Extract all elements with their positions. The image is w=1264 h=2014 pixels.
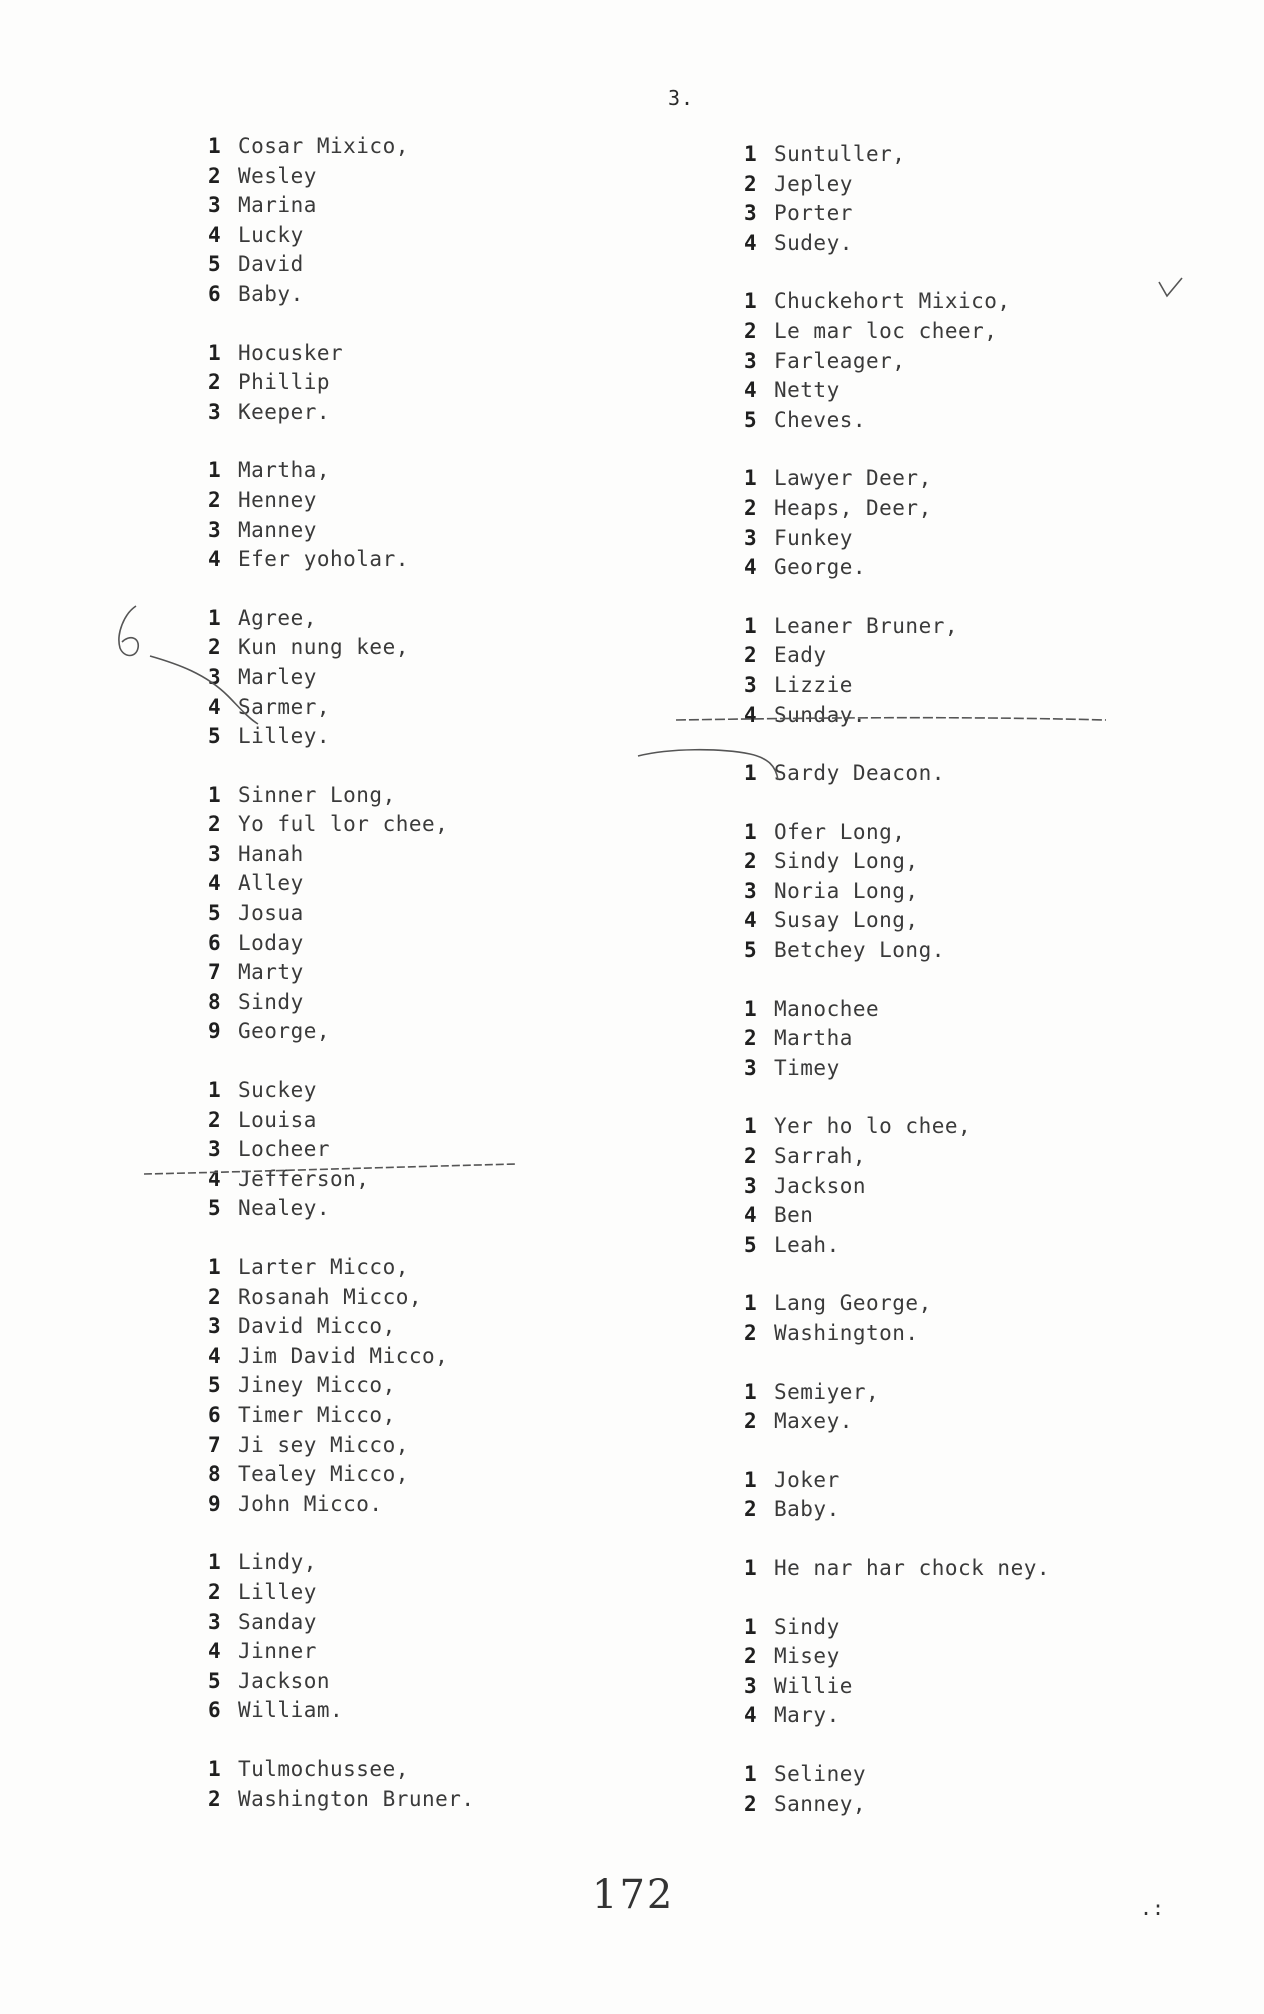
entry-name: Sanday [238,1609,317,1634]
entry-number: 4 [744,555,758,580]
entry-number: 1 [744,761,758,786]
entry-name: Willie [774,1673,853,1698]
roll-entry [744,847,1050,877]
entry-number: 4 [208,1639,222,1664]
entry-number: 1 [208,458,222,483]
roll-entry [208,1785,475,1815]
entry-name: Cheves. [774,407,867,432]
roll-entry [208,1578,475,1608]
entry-number: 1 [744,1291,758,1316]
entry-name: Eady [774,643,827,668]
entry-name: Agree, [238,605,317,630]
roll-entry [208,221,475,251]
roll-entry [744,612,1050,642]
entry-name: Washington. [774,1321,919,1345]
page-number: 3. [668,86,695,110]
entry-number: 2 [744,1791,758,1816]
roll-entry [744,1112,1050,1142]
roll-entry [208,1017,475,1047]
entry-number: 1 [208,605,222,630]
entry-name: Martha [774,1026,853,1051]
roll-entry [744,1642,1050,1672]
entry-number: 3 [744,348,758,373]
roll-entry [208,545,475,575]
entry-name: Josua [238,901,304,926]
entry-name: Sudey. [774,230,853,255]
entry-number: 9 [208,1491,222,1516]
roll-entry [744,1319,1050,1349]
family-group [744,818,1050,966]
roll-entry [744,287,1050,317]
roll-entry [208,1076,475,1106]
entry-number: 3 [744,525,758,550]
entry-name: Heaps, Deer, [774,495,932,520]
entry-number: 1 [208,1078,222,1103]
entry-name: Larter Micco, [238,1255,409,1279]
entry-name: Marina [238,193,317,218]
roll-entry [208,1312,475,1342]
entry-name: Alley [238,871,304,896]
entry-name: Hanah [238,841,304,866]
entry-name: Sarmer, [238,694,331,719]
entry-number: 3 [208,399,222,424]
entry-name: Maxey. [774,1409,853,1434]
roll-entry [208,1755,475,1785]
entry-number: 1 [208,1756,222,1781]
entry-number: 5 [208,1668,222,1693]
entry-name: Tealey Micco, [238,1462,409,1487]
entry-number: 2 [208,370,222,395]
entry-name: Sindy Long, [774,849,919,874]
entry-number: 3 [208,1137,222,1162]
roll-entry [744,170,1050,200]
entry-number: 5 [208,901,222,926]
entry-number: 2 [744,318,758,343]
entry-number: 4 [744,702,758,727]
entry-number: 1 [744,1379,758,1404]
entry-number: 3 [744,201,758,226]
roll-entry [208,1253,475,1283]
roll-entry [208,1371,475,1401]
entry-name: Louisa [238,1107,317,1132]
roll-entry [208,1431,475,1461]
entry-name: Wesley [238,163,317,188]
entry-name: Sindy [238,989,304,1014]
entry-name: Le mar loc cheer, [774,318,998,343]
entry-name: Mary. [774,1703,840,1728]
entry-name: Martha, [238,458,331,483]
roll-entry [744,1407,1050,1437]
entry-name: Suckey [238,1078,317,1103]
roll-entry [208,368,475,398]
roll-entry [744,1701,1050,1731]
entry-number: 2 [744,849,758,874]
roll-entry [744,1790,1050,1820]
roll-entry [208,1490,475,1520]
right-roll-column [744,140,1050,1848]
entry-number: 6 [208,930,222,955]
entry-name: Lizzie [774,672,853,697]
family-group [208,1253,475,1519]
entry-name: Sindy [774,1614,840,1639]
entry-number: 1 [744,1555,758,1580]
roll-entry [208,929,475,959]
roll-entry [744,818,1050,848]
entry-name: Jiney Micco, [238,1373,396,1398]
entry-number: 2 [208,1284,222,1309]
roll-entry [744,347,1050,377]
entry-number: 1 [208,1255,222,1279]
entry-number: 1 [744,466,758,491]
entry-name: Washington Bruner. [238,1786,475,1811]
entry-number: 1 [744,1114,758,1139]
entry-number: 2 [744,1026,758,1051]
entry-number: 4 [208,1166,222,1191]
roll-entry [744,229,1050,259]
roll-entry [208,1548,475,1578]
roll-entry [208,840,475,870]
roll-entry [208,191,475,221]
entry-name: George, [238,1019,331,1044]
roll-entry [744,376,1050,406]
entry-name: Porter [774,201,853,226]
family-group [744,1289,1050,1348]
roll-entry [744,641,1050,671]
roll-entry [744,1142,1050,1172]
entry-number: 3 [744,1673,758,1698]
entry-name: Sarrah, [774,1144,867,1169]
family-group [744,464,1050,582]
entry-number: 4 [744,378,758,403]
entry-name: Farleager, [774,348,906,373]
entry-name: Suntuller, [774,142,906,166]
entry-number: 2 [208,1579,222,1604]
entry-name: Phillip [238,370,331,395]
roll-entry [208,398,475,428]
roll-entry [744,1378,1050,1408]
roll-entry [744,936,1050,966]
entry-number: 3 [208,664,222,689]
entry-number: 6 [208,281,222,306]
roll-entry [208,162,475,192]
roll-entry [744,406,1050,436]
entry-name: Noria Long, [774,878,919,903]
entry-number: 3 [208,841,222,866]
entry-name: John Micco. [238,1491,383,1516]
family-group [208,456,475,574]
entry-number: 1 [744,1614,758,1639]
roll-entry [744,671,1050,701]
roll-entry [744,1201,1050,1231]
entry-number: 2 [208,635,222,660]
roll-entry [208,781,475,811]
entry-number: 4 [744,1203,758,1228]
pencil-line-right [630,700,1110,790]
ink-dots: .: [1140,1896,1165,1920]
entry-number: 4 [744,230,758,255]
family-group [744,1760,1050,1819]
roll-entry [208,1342,475,1372]
roll-entry [744,317,1050,347]
roll-entry [744,1613,1050,1643]
entry-number: 3 [208,1609,222,1634]
entry-name: Loday [238,930,304,955]
pencil-line-left [140,1160,520,1180]
entry-number: 5 [208,252,222,277]
entry-number: 3 [208,1314,222,1339]
entry-number: 5 [744,407,758,432]
entry-number: 3 [208,193,222,218]
entry-name: Jackson [238,1668,331,1693]
entry-name: Sinner Long, [238,782,396,807]
roll-entry [208,1194,475,1224]
entry-number: 5 [744,938,758,963]
family-group [744,1466,1050,1525]
entry-number: 2 [744,171,758,196]
roll-entry [744,877,1050,907]
entry-number: 2 [744,495,758,520]
entry-number: 4 [208,1343,222,1368]
roll-entry [208,1460,475,1490]
entry-number: 5 [744,1232,758,1257]
entry-number: 8 [208,1462,222,1487]
roll-entry [208,280,475,310]
entry-name: Netty [774,378,840,403]
entry-number: 2 [744,1497,758,1522]
entry-number: 2 [744,1144,758,1169]
entry-number: 6 [208,1402,222,1427]
roll-entry [744,524,1050,554]
entry-number: 1 [208,1550,222,1575]
entry-number: 1 [744,819,758,844]
roll-entry [744,1554,1050,1584]
entry-name: Jepley [774,171,853,196]
entry-name: Jackson [774,1173,867,1198]
entry-number: 4 [208,694,222,719]
entry-number: 1 [744,1467,758,1492]
family-group [208,339,475,428]
roll-entry [744,1289,1050,1319]
family-group [744,140,1050,258]
roll-entry [744,1495,1050,1525]
entry-name: Lilley. [238,724,331,749]
entry-name: Henney [238,487,317,512]
entry-name: Lawyer Deer, [774,466,932,491]
entry-name: Yo ful lor chee, [238,812,449,837]
entry-name: Ofer Long, [774,819,906,844]
entry-number: 3 [744,1173,758,1198]
entry-name: Leah. [774,1232,840,1257]
roll-entry [744,1466,1050,1496]
entry-name: Baby. [238,281,304,306]
roll-entry [208,988,475,1018]
entry-number: 1 [744,1761,758,1786]
entry-name: Timer Micco, [238,1402,396,1427]
entry-number: 8 [208,989,222,1014]
family-group [744,995,1050,1084]
entry-name: Semiyer, [774,1379,880,1404]
entry-name: Efer yoholar. [238,547,409,572]
family-group [744,287,1050,435]
entry-name: Nealey. [238,1196,331,1221]
entry-number: 1 [744,996,758,1021]
entry-number: 1 [744,289,758,314]
entry-number: 1 [744,613,758,638]
entry-name: Ji sey Micco, [238,1432,409,1457]
entry-name: Leaner Bruner, [774,613,959,638]
entry-name: Lindy, [238,1550,317,1575]
entry-name: Hocusker [238,340,344,365]
entry-name: Chuckehort Mixico, [774,289,1011,314]
family-group [744,1554,1050,1584]
entry-name: Seliney [774,1761,867,1786]
roll-entry [744,1760,1050,1790]
entry-name: Jefferson, [238,1166,370,1191]
family-group [208,1076,475,1224]
roll-entry [744,995,1050,1025]
entry-name: Yer ho lo chee, [774,1114,972,1139]
family-group [208,1755,475,1814]
roll-entry [744,1172,1050,1202]
left-roll-column [208,132,475,1843]
roll-entry [208,1608,475,1638]
family-group [208,781,475,1047]
roll-entry [208,1106,475,1136]
roll-entry [744,199,1050,229]
entry-number: 2 [208,812,222,837]
roll-entry [208,1283,475,1313]
family-group [744,1378,1050,1437]
roll-entry [744,1054,1050,1084]
entry-name: Jinner [238,1639,317,1664]
entry-number: 6 [208,1698,222,1723]
roll-entry [208,339,475,369]
family-group [208,132,475,310]
entry-name: David [238,252,304,277]
roll-entry [208,132,475,162]
entry-name: Lilley [238,1579,317,1604]
entry-number: 2 [744,643,758,668]
entry-number: 3 [744,672,758,697]
roll-entry [744,553,1050,583]
entry-number: 5 [208,1373,222,1398]
entry-number: 2 [744,1409,758,1434]
roll-entry [208,1637,475,1667]
entry-name: Joker [774,1467,840,1492]
entry-number: 4 [208,547,222,572]
entry-name: Manney [238,517,317,542]
roll-entry [744,494,1050,524]
entry-name: Ben [774,1203,814,1228]
handwritten-six-annotation [108,600,268,730]
roll-entry [208,1401,475,1431]
roll-entry [744,140,1050,170]
entry-name: Marley [238,664,317,689]
family-group [208,1548,475,1726]
roll-entry [744,1672,1050,1702]
check-mark-annotation [1156,276,1186,300]
entry-name: Funkey [774,525,853,550]
entry-name: Tulmochussee, [238,1756,409,1781]
entry-number: 3 [208,517,222,542]
roll-entry [208,899,475,929]
roll-entry [208,1696,475,1726]
roll-entry [208,958,475,988]
entry-number: 2 [744,1321,758,1345]
entry-number: 5 [208,1196,222,1221]
entry-name: Lucky [238,222,304,247]
entry-name: Keeper. [238,399,331,424]
entry-number: 1 [208,340,222,365]
entry-name: Sanney, [774,1791,867,1816]
entry-name: He nar har chock ney. [774,1555,1051,1580]
entry-number: 2 [744,1644,758,1669]
roll-entry [744,1024,1050,1054]
entry-name: Sunday. [774,702,867,727]
entry-name: Rosanah Micco, [238,1284,423,1309]
entry-number: 4 [744,1703,758,1728]
entry-name: David Micco, [238,1314,396,1339]
entry-name: Timey [774,1055,840,1080]
entry-name: William. [238,1698,344,1723]
family-group [744,1112,1050,1260]
roll-entry [744,1231,1050,1261]
entry-number: 9 [208,1019,222,1044]
entry-name: George. [774,555,867,580]
entry-number: 3 [744,878,758,903]
roll-entry [744,464,1050,494]
roll-entry [208,810,475,840]
entry-number: 5 [208,724,222,749]
roll-entry [208,1667,475,1697]
entry-number: 4 [208,871,222,896]
entry-name: Lang George, [774,1291,932,1316]
entry-name: Jim David Micco, [238,1343,449,1368]
roll-entry [208,516,475,546]
roll-entry [208,456,475,486]
entry-number: 2 [208,163,222,188]
entry-name: Cosar Mixico, [238,134,409,158]
entry-number: 7 [208,1432,222,1457]
entry-name: Misey [774,1644,840,1669]
entry-number: 4 [744,908,758,933]
entry-number: 2 [208,1107,222,1132]
entry-name: Manochee [774,996,880,1021]
roll-entry [208,486,475,516]
entry-number: 7 [208,960,222,985]
entry-name: Betchey Long. [774,938,945,963]
roll-entry [744,906,1050,936]
entry-number: 1 [208,782,222,807]
entry-number: 3 [744,1055,758,1080]
entry-number: 2 [208,1786,222,1811]
entry-name: Locheer [238,1137,331,1162]
entry-name: Kun nung kee, [238,635,409,660]
roll-entry [208,250,475,280]
entry-number: 4 [208,222,222,247]
entry-number: 1 [208,134,222,158]
entry-number: 2 [208,487,222,512]
entry-name: Sardy Deacon. [774,761,945,786]
roll-entry [208,869,475,899]
entry-name: Baby. [774,1497,840,1522]
family-group [744,1613,1050,1731]
entry-number: 1 [744,142,758,166]
entry-name: Susay Long, [774,908,919,933]
entry-name: Marty [238,960,304,985]
folio-number: 172 [592,1872,675,1918]
